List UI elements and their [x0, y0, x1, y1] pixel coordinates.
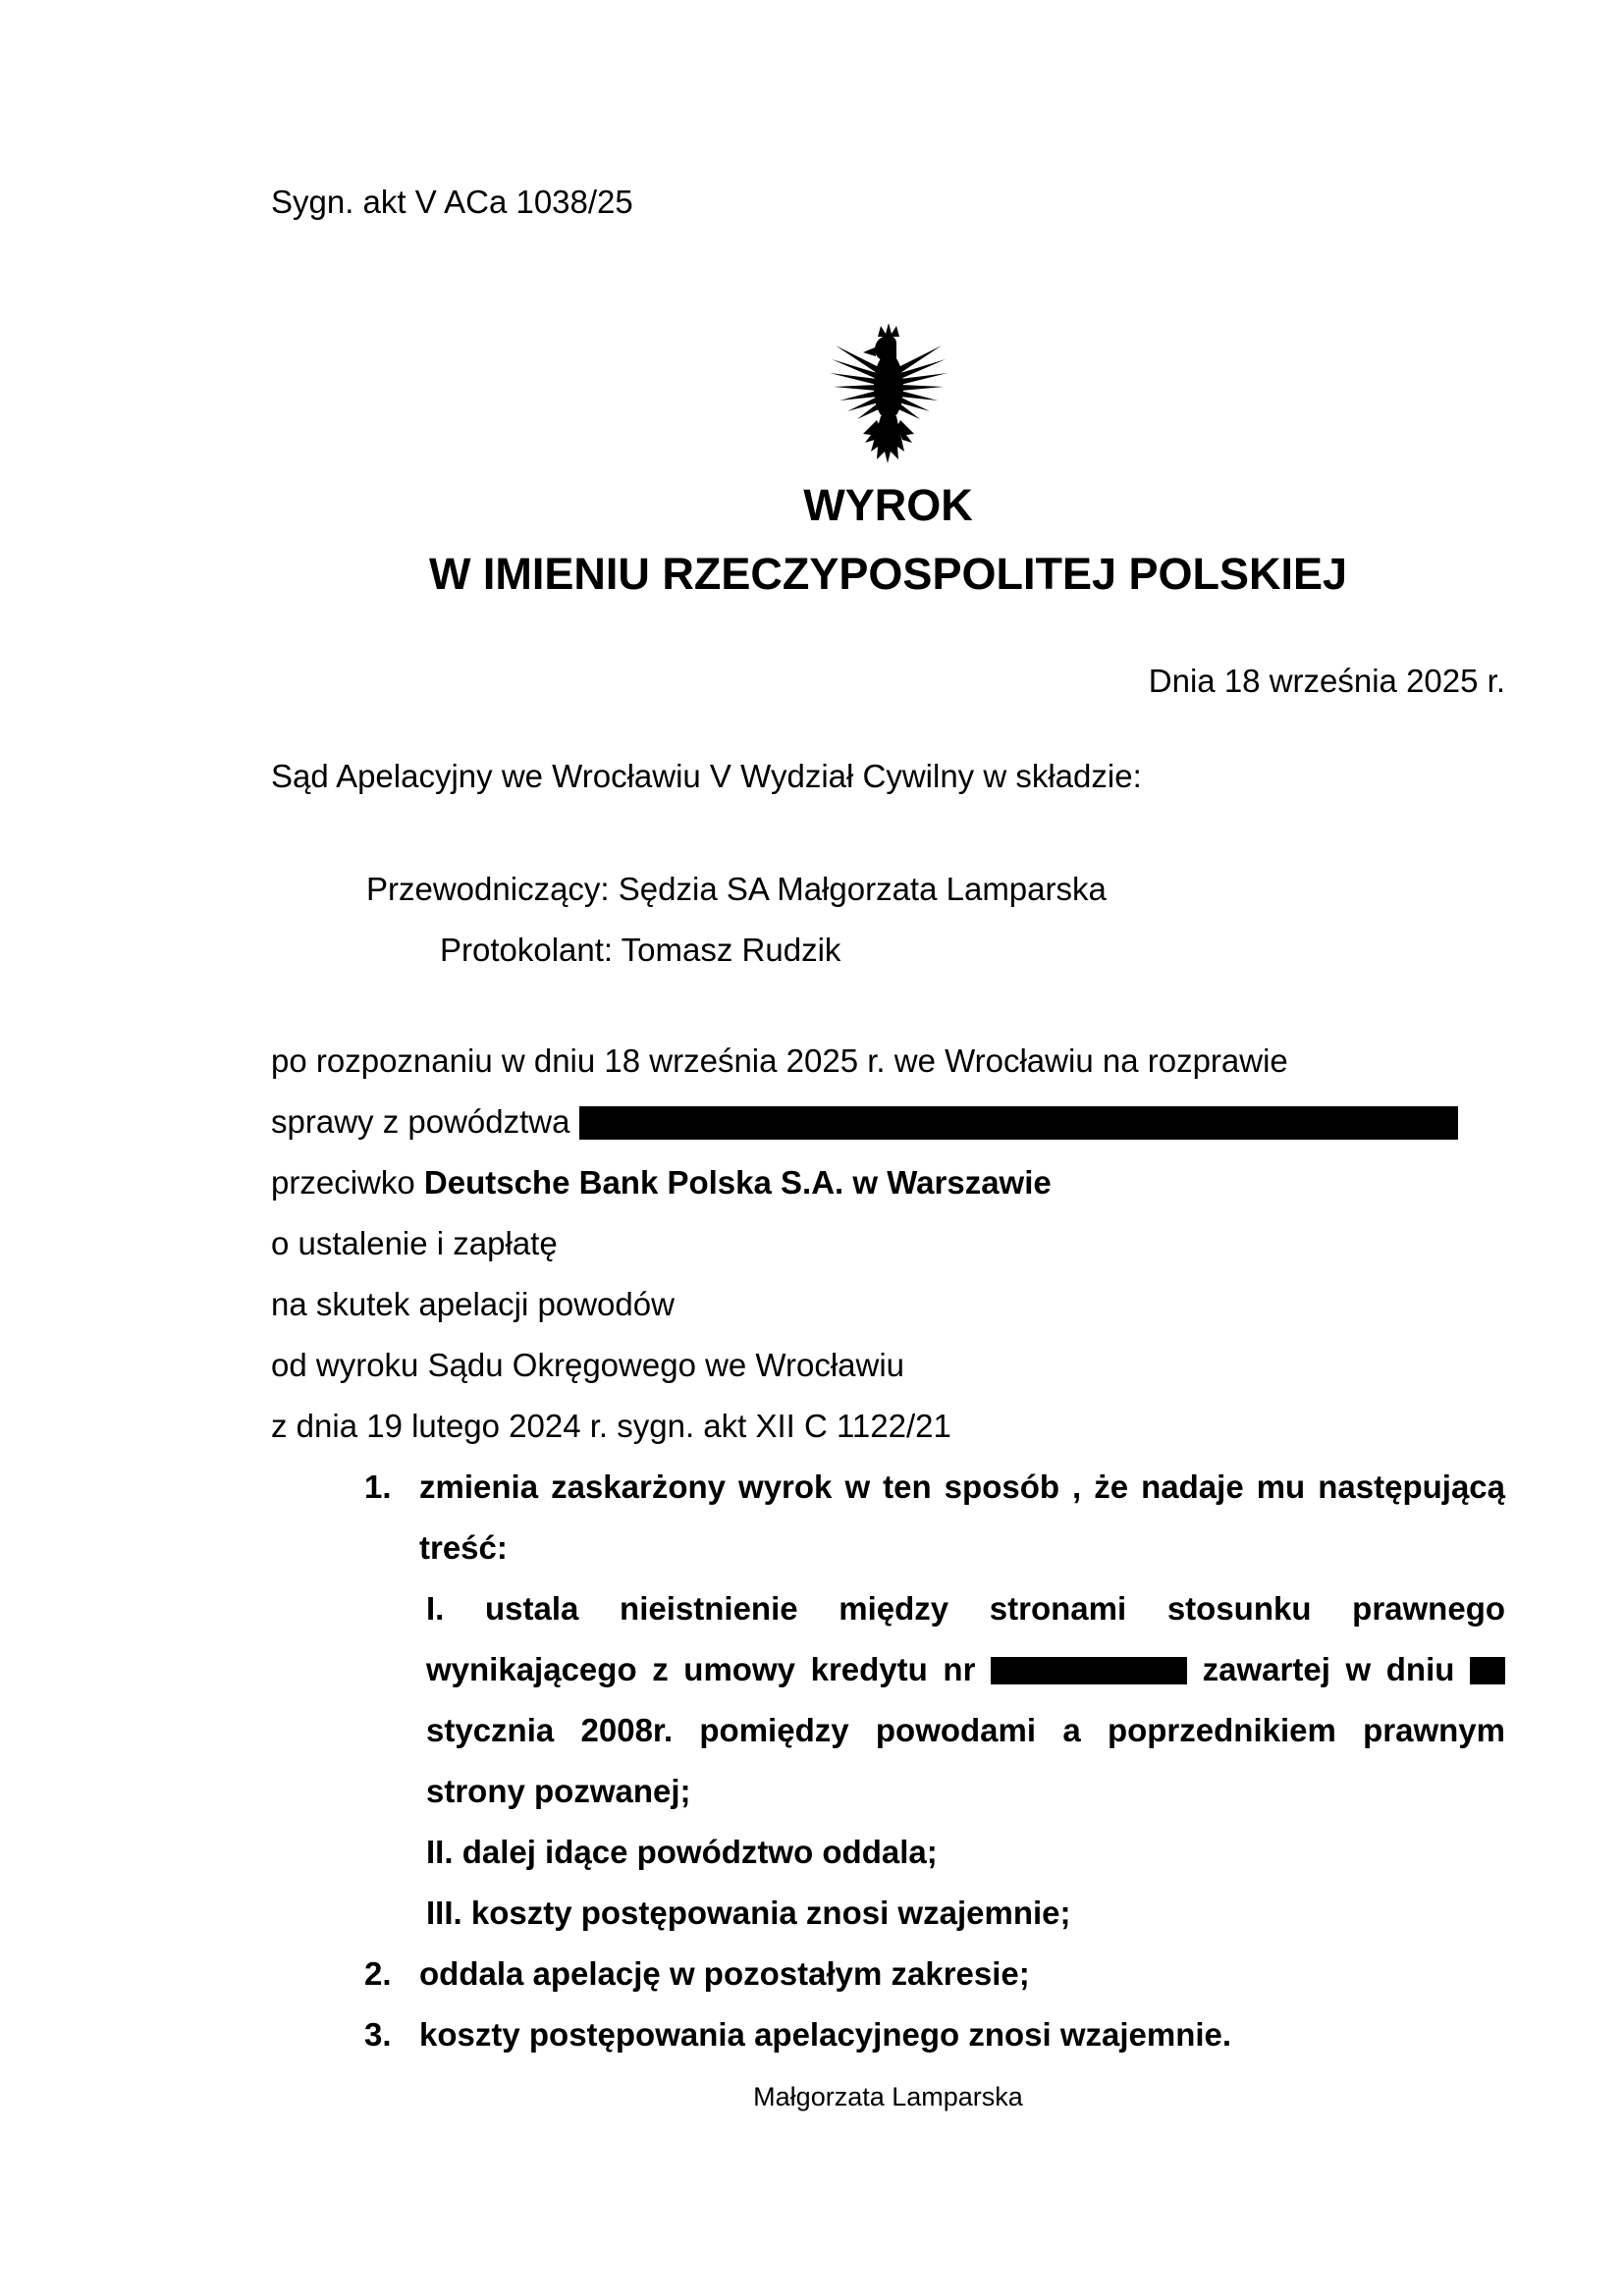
plaintiff-prefix: sprawy z powództwa [271, 1103, 570, 1140]
ruling-sub-item-III-text: koszty postępowania znosi wzajemnie; [470, 1895, 1071, 1931]
case-number: Sygn. akt V ACa 1038/25 [271, 184, 633, 220]
ruling-item-3 [364, 2004, 1505, 2065]
ruling-sub-item-II [426, 1822, 1505, 1883]
presiding-judge-line: Przewodniczący: Sędzia SA Małgorzata Lamparska [366, 871, 1107, 907]
ruling-sub-item-I-line-1 [426, 1578, 1505, 1639]
ruling-item-1-line-2: treść: [419, 1529, 508, 1566]
ruling-item-1-text: zmienia zaskarżony wyrok w ten sposób , że nadaje mu następującą [419, 1468, 1505, 1505]
appeal-line: na skutek apelacji powodów [271, 1286, 675, 1322]
judgment-title: WYROK [803, 480, 973, 530]
judge-signature: Małgorzata Lamparska [753, 2082, 1023, 2111]
court-composition-line: Sąd Apelacyjny we Wrocławiu V Wydział Cywilny w składzie: [271, 758, 1142, 794]
ruling-item-3-text: koszty postępowania apelacyjnego znosi wzajemnie. [419, 2016, 1232, 2053]
ruling-sub-item-I-line-4: strony pozwanej; [426, 1773, 691, 1809]
ruling-item-2-text: oddala apelację w pozostałym zakresie; [419, 1955, 1030, 1992]
redaction-bar-plaintiff [579, 1106, 1458, 1140]
ruling-sub-item-I-line-2 [426, 1639, 1505, 1700]
appealed-date-line: z dnia 19 lutego 2024 r. sygn. akt XII C 1122/21 [271, 1408, 951, 1444]
eagle-icon [826, 322, 951, 469]
ruling-sub-item-III [426, 1883, 1505, 1944]
ruling-sub-item-I-line-3: stycznia 2008r. pomiędzy powodami a poprzednikiem prawnym [426, 1712, 1505, 1748]
redaction-bar-contract-number [991, 1657, 1187, 1684]
defendant-prefix: przeciwko [271, 1164, 415, 1201]
ruling-item-2 [364, 1944, 1505, 2004]
ruling-sub-item-II-text: dalej idące powództwo oddala; [461, 1834, 938, 1870]
ruling-sub-item-I-text-2a: wynikającego z umowy kredytu nr [426, 1651, 976, 1687]
appealed-from-line: od wyroku Sądu Okręgowego we Wrocławiu [271, 1347, 905, 1383]
judgment-date-line: Dnia 18 września 2025 r. [1148, 663, 1505, 699]
defendant-line [271, 1152, 1505, 1213]
redaction-bar-day [1470, 1657, 1505, 1684]
ruling-sub-item-I-text-2b: zawartej w dniu [1202, 1651, 1455, 1687]
ruling-item-1-line-1 [364, 1457, 1505, 1518]
judgment-subtitle: W IMIENIU RZECZYPOSPOLITEJ POLSKIEJ [428, 549, 1348, 599]
ruling-sub-item-I-marker: I. [426, 1590, 445, 1627]
court-clerk-line: Protokolant: Tomasz Rudzik [440, 932, 841, 968]
ruling-item-2-marker: 2. [364, 1955, 392, 1992]
subject-line: o ustalenie i zapłatę [271, 1225, 558, 1261]
ruling-item-1-marker: 1. [364, 1468, 392, 1505]
polish-eagle-emblem-icon [826, 322, 951, 469]
hearing-line: po rozpoznaniu w dniu 18 września 2025 r. we Wrocławiu na rozprawie [271, 1042, 1288, 1079]
plaintiff-line [271, 1092, 1505, 1152]
ruling-sub-item-III-marker: III. [426, 1895, 462, 1931]
ruling-sub-item-II-marker: II. [426, 1834, 454, 1870]
ruling-sub-item-I-text: ustala nieistnienie między stronami stosunku prawnego [485, 1590, 1506, 1627]
ruling-item-3-marker: 3. [364, 2016, 392, 2053]
defendant-name: Deutsche Bank Polska S.A. w Warszawie [423, 1164, 1052, 1201]
